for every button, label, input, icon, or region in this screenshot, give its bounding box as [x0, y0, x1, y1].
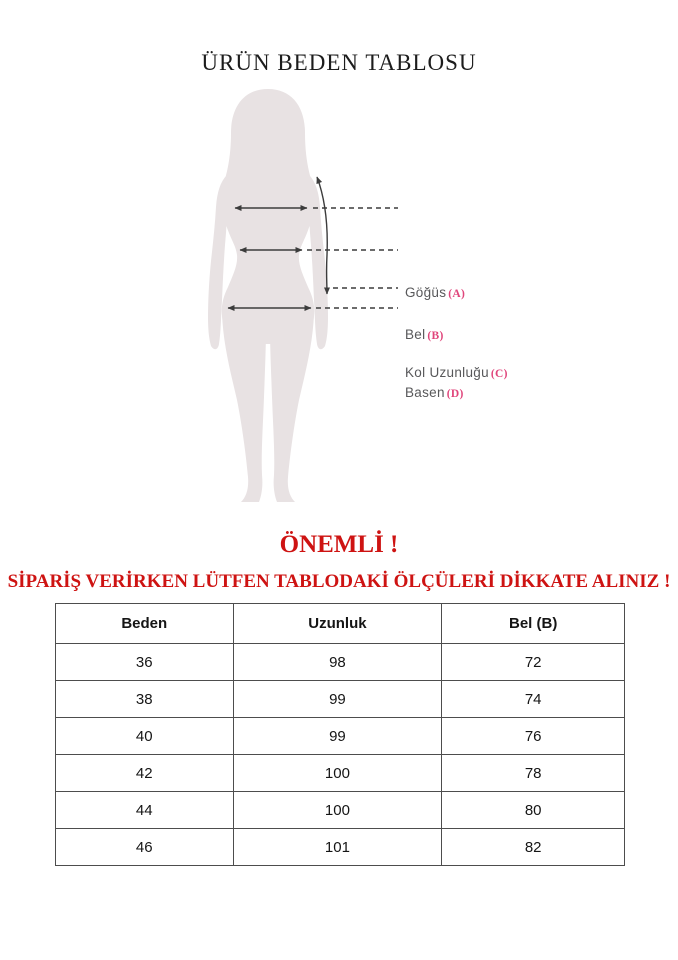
cell-beden: 38: [56, 681, 234, 718]
size-table-header-beden: Beden: [56, 604, 234, 644]
measure-label-arm-length-text: Kol Uzunluğu: [405, 365, 489, 380]
measure-label-waist-letter: (B): [427, 330, 444, 342]
cell-bel: 80: [442, 792, 625, 829]
measure-label-hip-letter: (D): [446, 388, 464, 400]
cell-beden: 40: [56, 718, 234, 755]
cell-bel: 72: [442, 644, 625, 681]
table-row: [56, 829, 625, 866]
measure-label-arm-length-letter: (C): [490, 368, 508, 380]
silhouette-right-leg: [270, 313, 314, 502]
cell-uzunluk: 98: [233, 644, 442, 681]
cell-uzunluk: 101: [233, 829, 442, 866]
measure-label-waist-text: Bel: [405, 327, 426, 342]
measure-label-chest-letter: (A): [448, 288, 466, 300]
measure-label-chest: [405, 285, 465, 300]
cell-uzunluk: 99: [233, 681, 442, 718]
size-table-header-bel: Bel (B): [442, 604, 625, 644]
cell-bel: 78: [442, 755, 625, 792]
size-table: [55, 603, 625, 866]
table-row: [56, 681, 625, 718]
cell-uzunluk: 99: [233, 718, 442, 755]
cell-bel: 74: [442, 681, 625, 718]
table-row: [56, 718, 625, 755]
cell-bel: 76: [442, 718, 625, 755]
cell-beden: 36: [56, 644, 234, 681]
cell-beden: 46: [56, 829, 234, 866]
cell-uzunluk: 100: [233, 755, 442, 792]
size-table-header-row: [56, 604, 625, 644]
measure-label-chest-text: Göğüs: [405, 285, 447, 300]
cell-bel: 82: [442, 829, 625, 866]
body-measurement-diagram: [0, 85, 678, 505]
female-silhouette-graphic: [130, 85, 410, 505]
cell-beden: 42: [56, 755, 234, 792]
table-row: [56, 644, 625, 681]
measure-label-hip: [405, 385, 464, 400]
cell-uzunluk: 100: [233, 792, 442, 829]
silhouette-left-leg: [222, 313, 266, 502]
measure-label-hip-text: Basen: [405, 385, 445, 400]
cell-beden: 44: [56, 792, 234, 829]
silhouette-torso: [221, 161, 315, 344]
table-row: [56, 755, 625, 792]
table-row: [56, 792, 625, 829]
size-table-header-uzunluk: Uzunluk: [233, 604, 442, 644]
page-title: ÜRÜN BEDEN TABLOSU: [201, 50, 477, 75]
warning-text: SİPARİŞ VERİRKEN LÜTFEN TABLODAKİ ÖLÇÜLERİ DİKKATE ALINIZ !: [7, 571, 671, 592]
important-heading: ÖNEMLİ !: [279, 531, 399, 558]
measure-label-waist: [405, 327, 444, 342]
measure-label-arm-length: [405, 365, 508, 380]
